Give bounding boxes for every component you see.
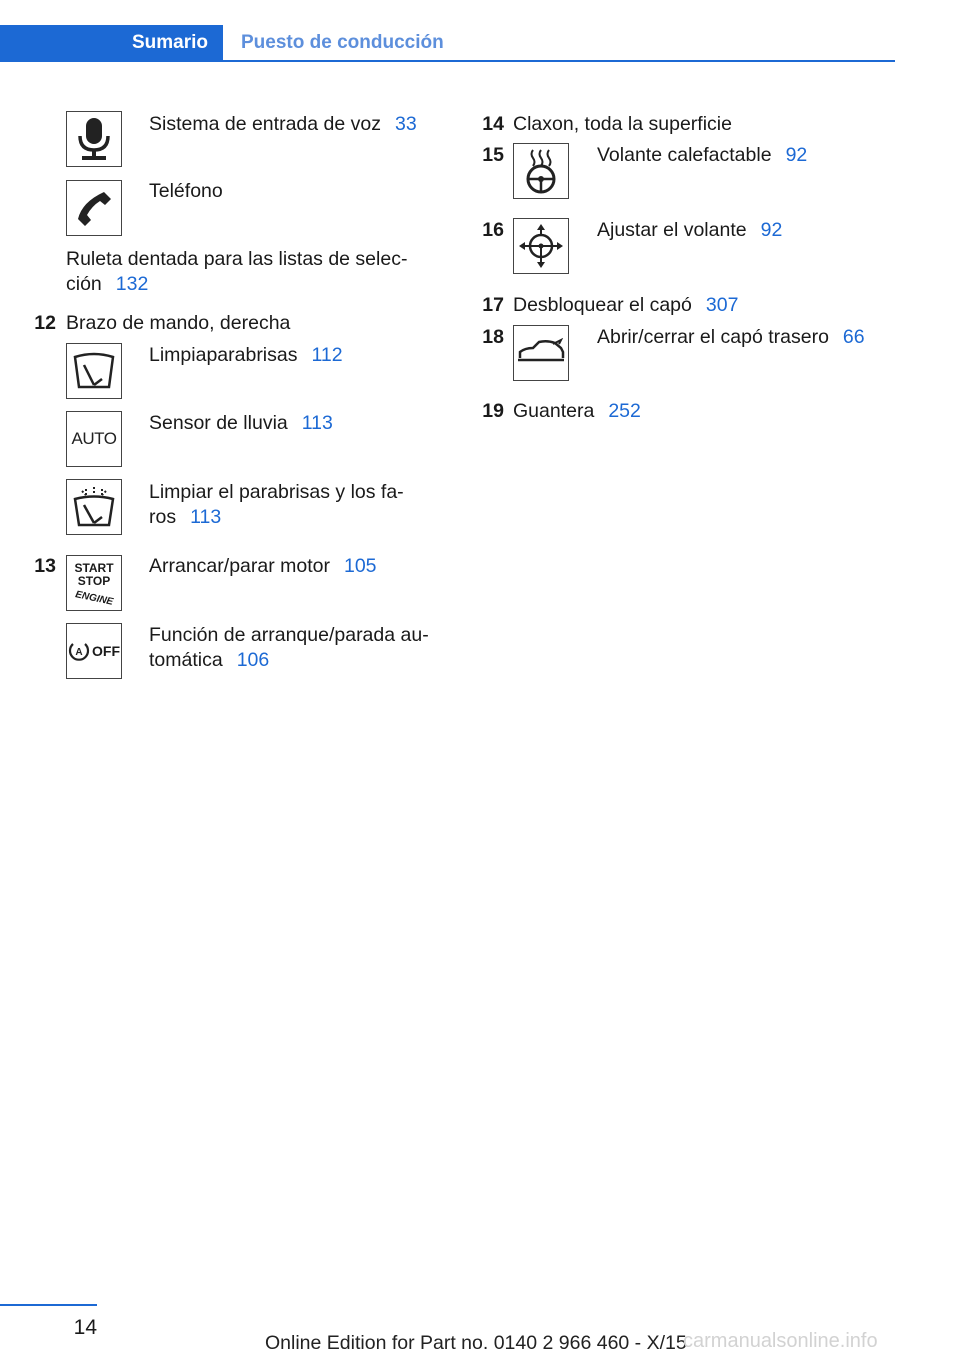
watermark: carmanualsonline.info [683,1330,878,1352]
wash-line2: ros [149,506,177,528]
phone-icon [66,180,122,236]
item-number-12: 12 [34,312,56,334]
item-17-entry [513,293,738,318]
autostop-page-ref[interactable]: 106 [236,649,270,671]
start-stop-icon [66,555,122,611]
wipers-entry [149,343,343,368]
wheel-entry [66,272,148,297]
off-text: OFF [92,643,120,659]
item-19-label: Guantera [513,400,595,422]
wiper-icon [66,343,122,399]
item-15-page-ref[interactable]: 92 [785,144,808,166]
auto-start-stop-off-icon [66,623,122,679]
item-13-label: Arrancar/parar motor [149,555,330,577]
trunk-lid-icon [513,325,569,381]
tab-puesto-de-conduccion[interactable]: Puesto de conducción [241,32,444,53]
item-number-14: 14 [482,113,504,135]
item-17-page-ref[interactable]: 307 [705,294,739,316]
autostop-line1: Función de arranque/parada au- [149,624,429,646]
wheel-page-ref[interactable]: 132 [115,273,149,295]
wash-page-ref[interactable]: 113 [190,506,222,528]
item-16-page-ref[interactable]: 92 [760,219,783,241]
wipers-page-ref[interactable]: 112 [311,344,343,366]
item-18-page-ref[interactable]: 66 [842,326,865,348]
wash-entry [149,505,221,530]
auto-rain-icon [66,411,122,467]
wash-line1: Limpiar el parabrisas y los fa- [149,481,404,503]
voice-page-ref[interactable]: 33 [394,113,417,135]
wheel-line2: ción [66,273,102,295]
item-12-title: Brazo de mando, derecha [66,312,291,334]
engine-text: ENGINE [74,588,114,608]
heated-steering-wheel-icon [513,143,569,199]
edition-text: Online Edition for Part no. 0140 2 966 460 - X/15 [265,1332,687,1354]
item-19-page-ref[interactable]: 252 [608,400,641,422]
item-number-19: 19 [482,400,504,422]
svg-text:A: A [75,647,83,658]
phone-label: Teléfono [149,180,223,202]
microphone-icon [66,111,122,167]
autostop-entry [149,648,269,673]
wipers-label: Limpiaparabrisas [149,344,298,366]
steering-adjust-icon [513,218,569,274]
start-text: START [74,560,114,575]
item-15-entry [597,143,807,168]
wheel-line1: Ruleta dentada para las listas de selec- [66,248,408,270]
page-number: 14 [73,1316,97,1339]
auto-icon-text: AUTO [71,429,117,448]
stop-text: STOP [77,573,111,588]
item-number-16: 16 [482,219,504,241]
item-number-15: 15 [482,144,504,166]
tab-sumario[interactable]: Sumario [0,25,223,60]
item-16-label: Ajustar el volante [597,219,747,241]
section-header [0,25,895,62]
item-13-entry [149,554,377,579]
item-13-page-ref[interactable]: 105 [343,555,377,577]
rain-label: Sensor de lluvia [149,412,288,434]
item-18-entry [597,325,865,350]
item-17-label: Desbloquear el capó [513,294,692,316]
item-number-13: 13 [34,555,56,577]
autostop-line2: tomática [149,649,223,671]
rain-page-ref[interactable]: 113 [301,412,333,434]
item-15-label: Volante calefactable [597,144,772,166]
item-number-18: 18 [482,326,504,348]
item-16-entry [597,218,782,243]
item-14-title: Claxon, toda la superficie [513,113,732,135]
voice-entry [149,112,417,137]
washer-icon [66,479,122,535]
item-number-17: 17 [482,294,504,316]
footer-rule [0,1304,97,1306]
item-19-entry [513,399,641,424]
voice-label: Sistema de entrada de voz [149,113,381,135]
rain-entry [149,411,333,436]
item-18-label: Abrir/cerrar el capó trasero [597,326,829,348]
